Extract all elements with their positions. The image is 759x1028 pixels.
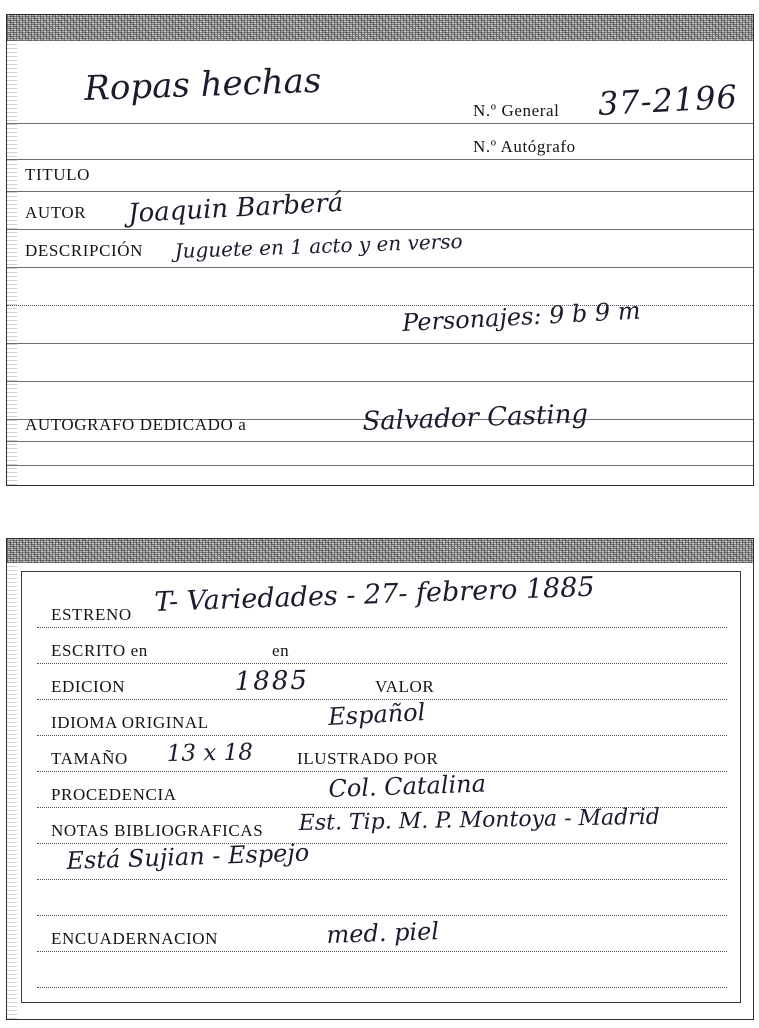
handwritten-numero-general: 37-2196 bbox=[597, 77, 739, 123]
label-numero-autografo: N.º Autógrafo bbox=[473, 137, 576, 156]
rule-line bbox=[7, 191, 753, 192]
rule-line bbox=[7, 305, 753, 306]
label-escrito-en-secondary: en bbox=[272, 641, 290, 660]
label-notas-bibliograficas: NOTAS BIBLIOGRAFICAS bbox=[51, 821, 264, 840]
label-encuadernacion: ENCUADERNACION bbox=[51, 929, 219, 948]
handwritten-edicion: 1885 bbox=[234, 665, 310, 697]
label-escrito-en: ESCRITO en bbox=[51, 641, 148, 660]
rule-line bbox=[37, 771, 727, 772]
scan-noise-band-top bbox=[7, 15, 753, 41]
label-numero-general: N.º General bbox=[473, 101, 560, 120]
rule-line bbox=[7, 123, 753, 124]
rule-line bbox=[7, 465, 753, 466]
label-tamano: TAMAÑO bbox=[51, 749, 128, 768]
rule-line bbox=[37, 915, 727, 916]
handwritten-notas-bibliograficas-line2: Está Sujian - Espejo bbox=[66, 838, 310, 875]
handwritten-encuadernacion: med. piel bbox=[326, 917, 440, 949]
rule-line bbox=[7, 381, 753, 382]
handwritten-autografo-dedicado-a: Salvador Casting bbox=[361, 399, 589, 437]
handwritten-tamano: 13 x 18 bbox=[166, 739, 254, 767]
rule-line bbox=[7, 441, 753, 442]
rule-line bbox=[7, 267, 753, 268]
handwritten-autor: Joaquin Barberá bbox=[127, 187, 345, 229]
rule-line bbox=[7, 229, 753, 230]
catalog-card-lower bbox=[6, 538, 754, 1020]
label-descripcion: DESCRIPCIÓN bbox=[25, 241, 144, 260]
handwritten-personajes: Personajes: 9 b 9 m bbox=[401, 296, 642, 337]
rule-line bbox=[37, 879, 727, 880]
catalog-card-upper bbox=[6, 14, 754, 486]
rule-line bbox=[7, 159, 753, 160]
handwritten-procedencia: Col. Catalina bbox=[328, 769, 487, 803]
scan-noise-band-top bbox=[7, 539, 753, 563]
label-estreno: ESTRENO bbox=[51, 605, 132, 624]
rule-line bbox=[37, 627, 727, 628]
handwritten-estreno: T- Variedades - 27- febrero 1885 bbox=[153, 571, 596, 618]
rule-line bbox=[37, 735, 727, 736]
label-titulo: TITULO bbox=[25, 165, 90, 184]
label-valor: VALOR bbox=[375, 677, 435, 696]
rule-line bbox=[7, 343, 753, 344]
label-autografo-dedicado: AUTOGRAFO DEDICADO a bbox=[25, 415, 247, 434]
label-procedencia: PROCEDENCIA bbox=[51, 785, 177, 804]
handwritten-idioma-original: Español bbox=[327, 697, 426, 731]
handwritten-heading: Ropas hechas bbox=[83, 60, 322, 109]
label-ilustrado-por: ILUSTRADO POR bbox=[297, 749, 439, 768]
rule-line bbox=[37, 987, 727, 988]
handwritten-notas-bibliograficas: Est. Tip. M. P. Montoya - Madrid bbox=[298, 804, 661, 836]
rule-line bbox=[37, 663, 727, 664]
label-edicion: EDICION bbox=[51, 677, 126, 696]
label-idioma-original: IDIOMA ORIGINAL bbox=[51, 713, 209, 732]
handwritten-descripcion: Juguete en 1 acto y en verso bbox=[174, 228, 463, 263]
rule-line bbox=[37, 951, 727, 952]
label-autor: AUTOR bbox=[25, 203, 87, 222]
